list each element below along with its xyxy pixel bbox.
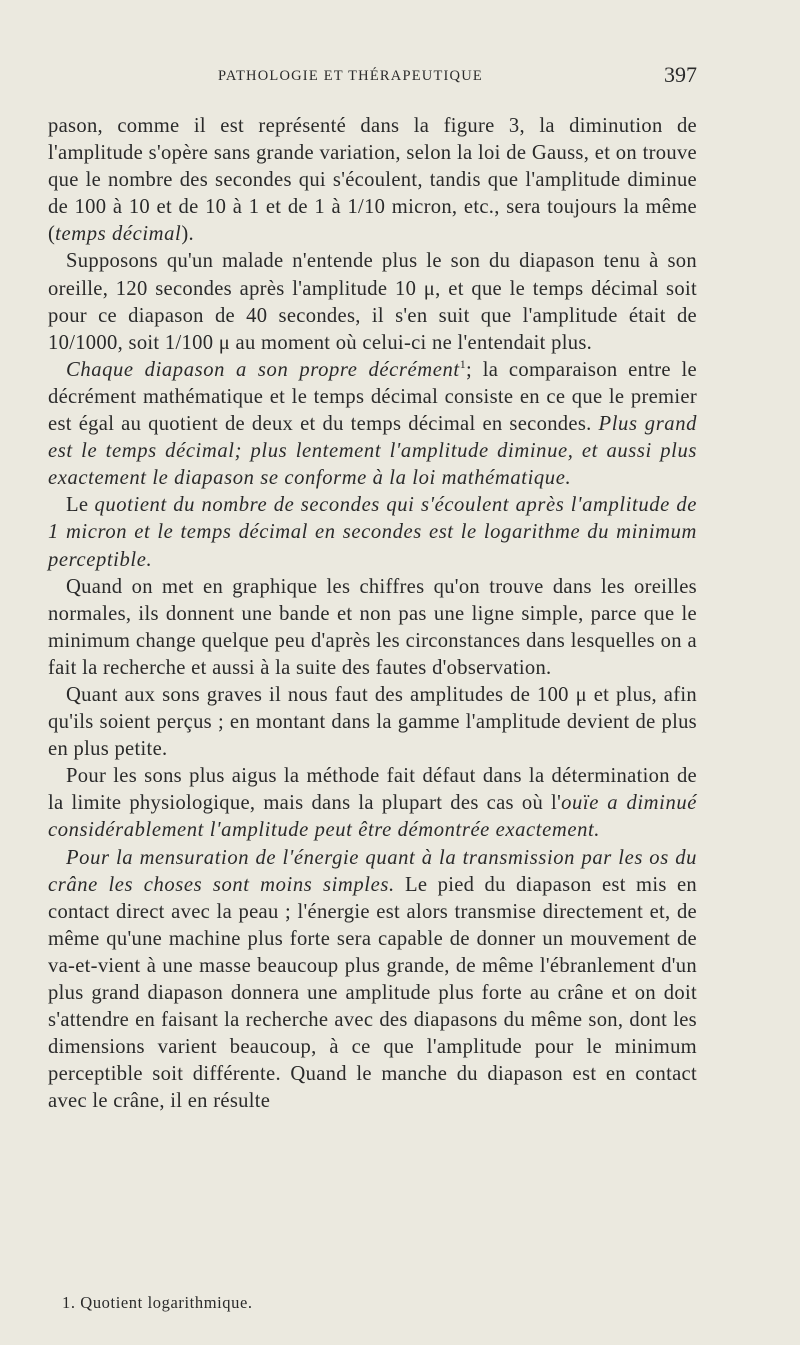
paragraph-1-italic: temps décimal <box>55 223 182 246</box>
paragraph-2: Supposons qu'un malade n'entende plus le son du diapason tenu à son oreille, 120 secondes après l'amplitude 10 μ, et que le temps décimal soit pour ce diapason de 40 secondes, il s'en suit que l'amplitude était de 10/1000, soit 1/100 μ au moment où celui-ci ne l'entendait plus. <box>48 250 697 354</box>
paragraph-5: Quand on met en graphique les chiffres qu'on trouve dans les oreilles normales, ils donnent une bande et non pas une ligne simple, parce que le minimum change quelque peu d'après les circonstances dans lesquelles on a fait la recherche et aussi à la suite des fautes d'observation. <box>48 575 697 679</box>
page-header <box>48 62 697 92</box>
paragraph-1-text: pason, comme il est représenté dans la figure 3, la diminution de l'amplitude s'opère sans grande variation, selon la loi de Gauss, et on trouve que le nombre des secondes qui s'écoulent, tandis que l'amplitude diminue de 100 à 10 et de 10 à 1 et de 1 à 1/10 micron, etc., sera toujours la même ( <box>48 115 697 246</box>
paragraph-7 <box>48 763 697 844</box>
paragraph-4 <box>48 492 697 573</box>
paragraph-6: Quant aux sons graves il nous faut des amplitudes de 100 μ et plus, afin qu'ils soient perçus ; en montant dans la gamme l'amplitude devient de plus en plus petite. <box>48 683 697 761</box>
paragraph-7-italic: ouïe a diminué considérablement l'amplitude peut être démontrée exactement. <box>48 792 697 842</box>
paragraph-7-text: Pour les sons plus aigus la méthode fait défaut dans la détermination de la limite physiologique, mais dans la plupart des cas où l' <box>48 765 697 815</box>
paragraph-3-italic: Chaque diapason a son propre décrément <box>66 358 460 381</box>
footnote-reference: 1 <box>459 356 466 371</box>
paragraph-3-italic-2: Plus grand est le temps décimal; plus lentement l'amplitude diminue, et aussi plus exactement le diapason se conforme à la loi mathématique. <box>48 413 697 490</box>
paragraph-4-text: Le <box>66 494 95 517</box>
paragraph-8-italic: Pour la mensuration de l'énergie quant à la transmission par les os du crâne les choses sont moins simples. <box>48 846 697 896</box>
paragraph-8-text: Le pied du diapason est mis en contact direct avec la peau ; l'énergie est alors transmise directement et, de même qu'une machine plus forte sera capable de donner un mouvement de va-et-vient à une masse beaucoup plus grande, de même l'ébranlement d'un plus grand diapason donnera une amplitude plus forte au crâne et on doit s'attendre en faisant la recherche avec des diapasons du même son, dont les dimensions varient beaucoup, à ce que l'amplitude pour le minimum perceptible soit différente. Quand le manche du diapason est en contact avec le crâne, il en résulte <box>48 873 697 1113</box>
paragraph-3 <box>48 357 697 492</box>
running-title: PATHOLOGIE ET THÉRAPEUTIQUE <box>218 68 483 84</box>
body-text <box>48 113 697 1115</box>
paragraph-8 <box>48 845 697 1116</box>
paragraph-1-end: ). <box>181 223 194 246</box>
paragraph-4-italic: quotient du nombre de secondes qui s'écoulent après l'amplitude de 1 micron et le temps décimal en secondes est le logarithme du minimum perceptible. <box>48 494 697 571</box>
paragraph-1 <box>48 113 697 248</box>
footnote: 1. Quotient logarithmique. <box>62 1293 253 1312</box>
paragraph-3-text: ; la comparaison entre le décrément mathématique et le temps décimal consiste en ce que le premier est égal au quotient de deux et du temps décimal en secondes. <box>48 358 698 436</box>
page-number: 397 <box>664 62 697 87</box>
